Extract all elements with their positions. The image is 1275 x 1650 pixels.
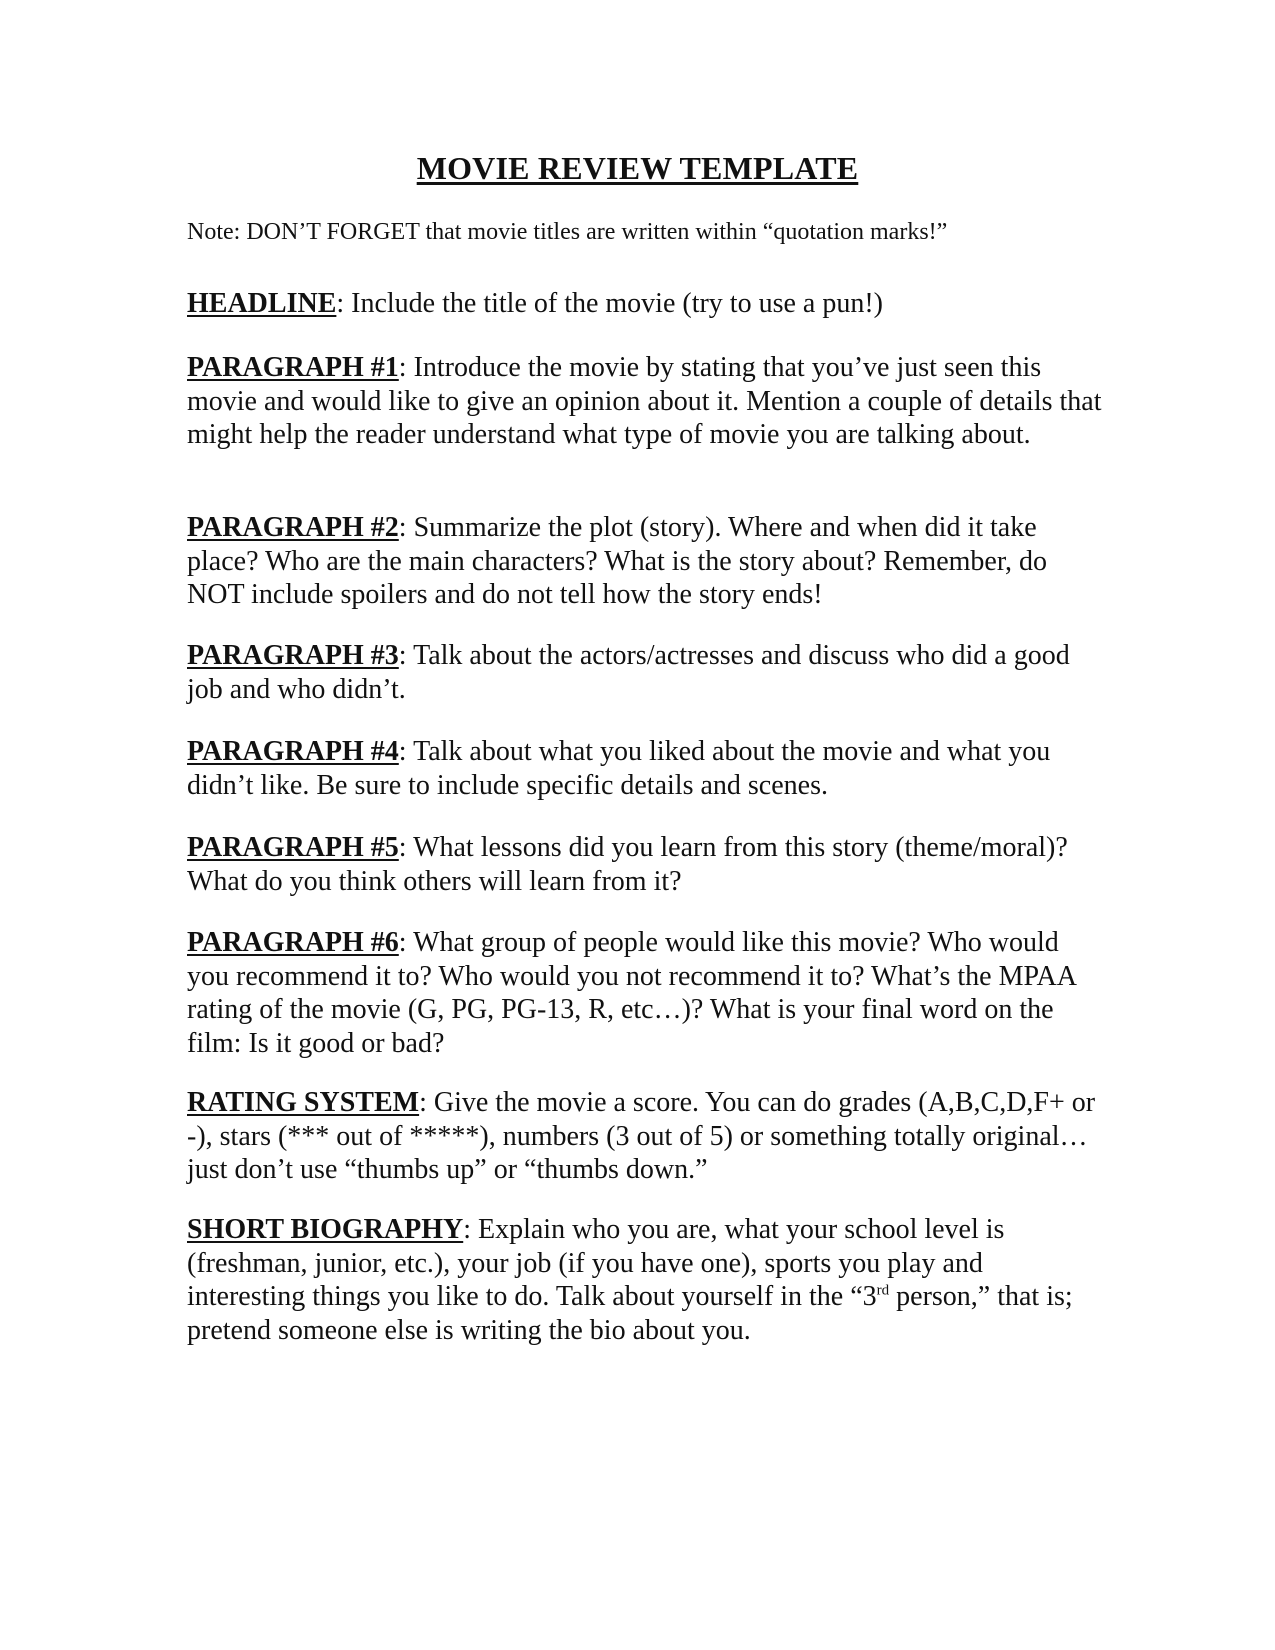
section-text-continued: person,” that is; pretend someone else is writing the bio about you. <box>187 1281 1073 1346</box>
section-text: : Explain who you are, what your school level is (freshman, junior, etc.), your job (if you have one), sports you play and interesting things you like to do. Talk about yourself in the “3 <box>187 1214 1005 1312</box>
section-text: : Talk about what you liked about the movie and what you didn’t like. Be sure to include specific details and scenes. <box>187 736 1051 801</box>
section-text: : Give the movie a score. You can do grades (A,B,C,D,F+ or -), stars (*** out of *****), numbers (3 out of 5) or something totally original… just don’t use “thumbs up” or “thumbs down.” <box>187 1087 1096 1185</box>
section-label: HEADLINE <box>187 288 337 319</box>
section-paragraph-6 <box>187 926 1107 1060</box>
section-text: : Summarize the plot (story). Where and when did it take place? Who are the main characters? What is the story about? Remember, do NOT include spoilers and do not tell how the story ends! <box>187 512 1048 610</box>
section-text: : Introduce the movie by stating that you’ve just seen this movie and would like to give an opinion about it. Mention a couple of details that might help the reader understand what type of movie you are talking about. <box>187 352 1102 450</box>
section-label: PARAGRAPH #6 <box>187 927 399 958</box>
section-label: PARAGRAPH #3 <box>187 640 399 671</box>
section-paragraph-4 <box>187 735 1107 802</box>
section-paragraph-3 <box>187 639 1107 706</box>
ordinal-superscript: rd <box>876 1282 890 1299</box>
section-paragraph-1 <box>187 351 1107 452</box>
section-label: SHORT BIOGRAPHY <box>187 1214 464 1245</box>
section-text: : What lessons did you learn from this story (theme/moral)? What do you think others will learn from it? <box>187 832 1068 897</box>
section-text: : Talk about the actors/actresses and discuss who did a good job and who didn’t. <box>187 640 1070 705</box>
section-paragraph-5 <box>187 831 1107 898</box>
section-text: : What group of people would like this movie? Who would you recommend it to? Who would you not recommend it to? What’s the MPAA rating of the movie (G, PG, PG-13, R, etc…)? What is your final word on the film: Is it good or bad? <box>187 927 1076 1059</box>
document-title: MOVIE REVIEW TEMPLATE <box>416 150 859 186</box>
section-rating-system <box>187 1086 1107 1187</box>
section-headline <box>187 287 1107 321</box>
section-paragraph-2 <box>187 511 1107 612</box>
section-label: PARAGRAPH #2 <box>187 512 399 543</box>
section-label: PARAGRAPH #1 <box>187 352 399 383</box>
section-label: PARAGRAPH #5 <box>187 832 399 863</box>
section-label: PARAGRAPH #4 <box>187 736 399 767</box>
section-text: : Include the title of the movie (try to use a pun!) <box>336 288 883 319</box>
note-text: Note: DON’T FORGET that movie titles are written within “quotation marks!” <box>187 219 948 245</box>
section-short-biography <box>187 1213 1107 1347</box>
section-label: RATING SYSTEM <box>187 1087 420 1118</box>
